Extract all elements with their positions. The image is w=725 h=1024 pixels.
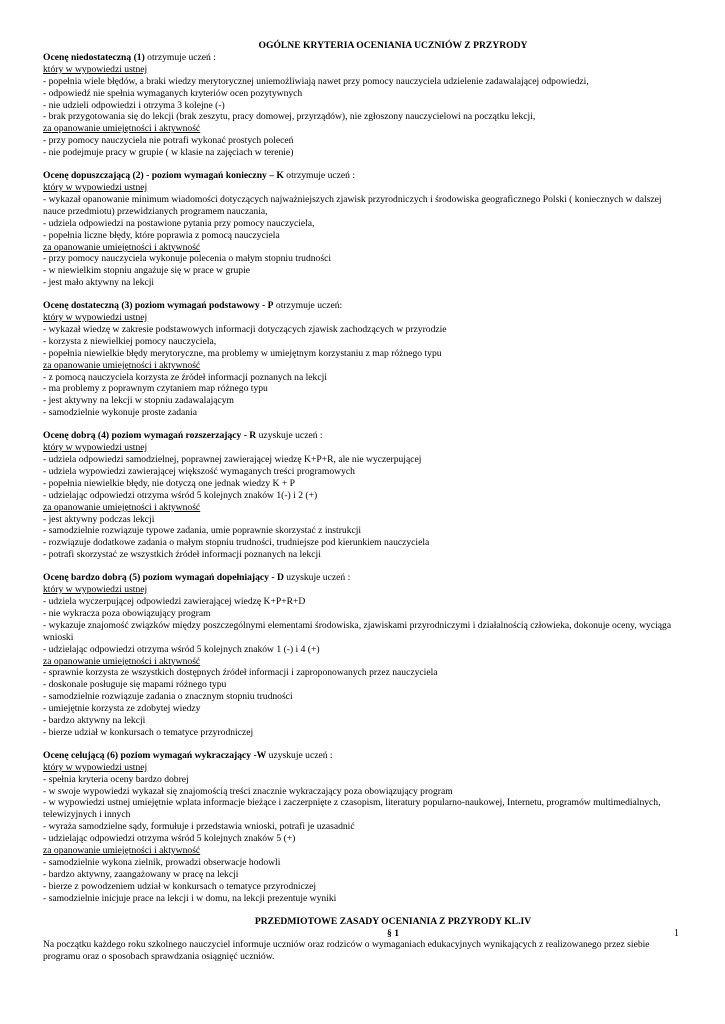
footer-title: PRZEDMIOTOWE ZASADY OCENIANIA Z PRZYRODY KL.IV xyxy=(254,915,532,927)
grade-heading-rest: otrzymuje uczeń : xyxy=(144,51,216,63)
grade-heading-rest: uzyskuje uczeń : xyxy=(283,572,351,584)
grade-section xyxy=(43,430,683,561)
grade-heading xyxy=(43,430,683,442)
grade-heading-bold: Ocenę celującą (6) poziom wymagań wykraczający -W xyxy=(43,749,267,761)
grade-section xyxy=(43,750,683,905)
criteria-list xyxy=(43,135,683,159)
criteria-item: - przy pomocy nauczyciela wykonuje polecenia o małym stopniu trudności xyxy=(43,253,331,265)
criteria-item: - udzielając odpowiedzi otrzyma wśród 5 kolejnych znaków 1(-) i 2 (+) xyxy=(43,489,318,501)
grade-heading-bold: Ocenę dobrą (4) poziom wymagań rozszerzający - R xyxy=(43,430,257,442)
criteria-item: - przy pomocy nauczyciela nie potrafi wykonać prostych poleceń xyxy=(43,135,294,147)
criteria-item: - w wypowiedzi ustnej umiejętnie wplata informacje bieżące i zaczerpnięte z czasopism, literatury popularno-naukowej, Internetu, programów multimedialnych, telewizyjnych i innych xyxy=(43,797,661,821)
criteria-item: - wykazuje znajomość związków między poszczególnymi elementami środowiska, zjawiskami przyrodniczymi i działalnością człowieka, dokonuje oceny, wyciąga wnioski xyxy=(43,619,672,643)
criteria-group-label: za opanowanie umiejętności i aktywność xyxy=(43,241,201,253)
criteria-item: - jest aktywny podczas lekcji xyxy=(43,513,155,525)
grade-section xyxy=(43,300,683,419)
criteria-item: - w swoje wypowiedzi wykazał się znajomością treści znacznie wykraczający poza obowiązujący program xyxy=(43,785,453,797)
grade-heading-rest: uzyskuje uczeń : xyxy=(266,749,333,761)
grade-heading-rest: otrzymuje uczeń : xyxy=(283,170,356,182)
criteria-item: - odpowiedź nie spełnia wymaganych kryteriów ocen pozytywnych xyxy=(43,87,303,99)
criteria-group-label: który w wypowiedzi ustnej xyxy=(43,63,148,75)
criteria-item: - bierze udział w konkursach o tematyce przyrodniczej xyxy=(43,726,254,738)
criteria-group-label: który w wypowiedzi ustnej xyxy=(43,584,148,596)
criteria-list xyxy=(43,253,683,289)
criteria-group-label: który w wypowiedzi ustnej xyxy=(43,312,148,324)
criteria-item: - popełnia liczne błędy, które poprawia z pomocą nauczyciela xyxy=(43,229,280,241)
grade-section xyxy=(43,52,683,159)
grade-section xyxy=(43,170,683,289)
criteria-item: - popełnia niewielkie błędy, nie dotyczą one jednak wiedzy K + P xyxy=(43,477,296,489)
grade-heading-bold: Ocenę dopuszczającą (2) - poziom wymagań konieczny – K xyxy=(43,170,284,182)
criteria-item: - z pomocą nauczyciela korzysta ze źródeł informacji poznanych na lekcji xyxy=(43,371,327,383)
grade-heading xyxy=(43,572,683,584)
criteria-item: - nie podejmuje pracy w grupie ( w klasie na zajęciach w terenie) xyxy=(43,147,294,159)
criteria-group-label: za opanowanie umiejętności i aktywność xyxy=(43,845,201,857)
criteria-item: - nie wykracza poza obowiązujący program xyxy=(43,607,211,619)
grade-section xyxy=(43,572,683,739)
criteria-item: - spełnia kryteria oceny bardzo dobrej xyxy=(43,773,189,785)
criteria-item: - samodzielnie wykona zielnik, prowadzi obserwacje hodowli xyxy=(43,857,281,868)
criteria-item: - wykazał wiedzę w zakresie podstawowych informacji dotyczących zjawisk zachodzących w przyrodzie xyxy=(43,323,447,335)
criteria-item: - samodzielnie rozwiązuje typowe zadania, umie poprawnie skorzystać z instrukcji xyxy=(43,525,362,537)
criteria-group-label: który w wypowiedzi ustnej xyxy=(43,761,148,773)
criteria-item: - samodzielnie wykonuje proste zadania xyxy=(43,407,197,419)
grade-heading xyxy=(43,170,683,182)
criteria-item: - udziela wyczerpującej odpowiedzi zawierającej wiedzę K+P+R+D xyxy=(43,595,306,607)
criteria-item: - bierze z powodzeniem udział w konkursach o tematyce przyrodniczej xyxy=(43,880,317,892)
criteria-item: - rozwiązuje dodatkowe zadania o małym stopniu trudności, trudniejsze pod kierunkiem nauczyciela xyxy=(43,537,430,549)
criteria-item: - popełnia wiele błędów, a braki wiedzy merytorycznej uniemożliwiają nawet przy pomocy nauczyciela udzielenie zadawalającej odpowiedzi, xyxy=(43,75,589,87)
criteria-list xyxy=(43,774,683,845)
criteria-list xyxy=(43,857,683,905)
grade-heading xyxy=(43,300,683,312)
criteria-sections xyxy=(43,52,683,905)
criteria-item: - nie udzieli odpowiedzi i otrzyma 3 kolejne (-) xyxy=(43,99,225,111)
criteria-list xyxy=(43,596,683,656)
criteria-item: - umiejętnie korzysta ze zdobytej wiedzy xyxy=(43,703,201,715)
criteria-item: - brak przygotowania się do lekcji (brak zeszytu, pracy domowej, przyrządów), nie zgłoszony nauczycielowi na początku lekcji, xyxy=(43,111,536,123)
criteria-item: - ma problemy z poprawnym czytaniem map różnego typu xyxy=(43,383,268,395)
criteria-group-label: za opanowanie umiejętności i aktywność xyxy=(43,501,201,513)
grade-heading xyxy=(43,750,683,762)
criteria-item: - jest aktywny na lekcji w stopniu zadawalającym xyxy=(43,395,235,407)
criteria-list xyxy=(43,667,683,738)
criteria-group-label: za opanowanie umiejętności i aktywność xyxy=(43,655,201,667)
document-title: OGÓLNE KRYTERIA OCENIANIA UCZNIÓW Z PRZYRODY xyxy=(258,40,528,51)
grade-heading-rest: uzyskuje uczeń : xyxy=(256,430,323,442)
criteria-item: - samodzielnie inicjuje prace na lekcji i w domu, na lekcji prezentuje wyniki xyxy=(43,892,337,904)
criteria-item: - bardzo aktywny, zaangażowany w pracę na lekcji xyxy=(43,868,239,880)
criteria-group-label: za opanowanie umiejętności i aktywność xyxy=(43,123,201,135)
grade-heading-bold: Ocenę bardzo dobrą (5) poziom wymagań dopełniający - D xyxy=(43,572,284,584)
criteria-item: - udzielając odpowiedzi otrzyma wśród 5 kolejnych znaków 1 (-) i 4 (+) xyxy=(43,643,320,655)
criteria-item: - bardzo aktywny na lekcji xyxy=(43,715,146,727)
criteria-list xyxy=(43,76,683,124)
criteria-item: - udziela wypowiedzi zawierającej większość wymaganych treści programowych xyxy=(43,465,355,477)
criteria-item: - sprawnie korzysta ze wszystkich dostępnych źródeł informacji i zaproponowanych przez nauczyciela xyxy=(43,667,438,679)
criteria-group-label: który w wypowiedzi ustnej xyxy=(43,442,148,454)
grade-heading xyxy=(43,52,683,64)
criteria-item: - doskonale posługuje się mapami różnego typu xyxy=(43,679,227,691)
criteria-list xyxy=(43,514,683,562)
criteria-list xyxy=(43,372,683,420)
criteria-item: - udzielając odpowiedzi otrzyma wśród 5 kolejnych znaków 5 (+) xyxy=(43,833,296,845)
paragraph-mark: § 1 xyxy=(387,927,399,939)
document-page xyxy=(43,40,683,963)
criteria-group-label: za opanowanie umiejętności i aktywność xyxy=(43,359,201,371)
page-number: 1 xyxy=(674,928,679,939)
criteria-list xyxy=(43,324,683,360)
grade-heading-bold: Ocenę dostateczną (3) poziom wymagań podstawowy - P xyxy=(43,300,274,312)
grade-heading-bold: Ocenę niedostateczną (1) xyxy=(43,51,145,63)
criteria-item: - jest mało aktywny na lekcji xyxy=(43,277,155,289)
criteria-item: - udziela odpowiedzi samodzielnej, poprawnej zawierającej wiedzę K+P+R, ale nie wyczerpującej xyxy=(43,454,422,465)
grade-heading-rest: otrzymuje uczeń: xyxy=(273,300,343,312)
footer-paragraph: Na początku każdego roku szkolnego nauczyciel informuje uczniów oraz rodziców o wymaganiach edukacyjnych wynikających z realizowanego przez siebie programu oraz o sposobach sprawdzania osiągnięć uczniów. xyxy=(43,939,650,963)
criteria-item: - popełnia niewielkie błędy merytoryczne, ma problemy w umiejętnym korzystaniu z map różnego typu xyxy=(43,347,442,359)
criteria-item: - udziela odpowiedzi na postawione pytania przy pomocy nauczyciela, xyxy=(43,217,315,229)
criteria-item: - samodzielnie rozwiązuje zadania o znacznym stopniu trudności xyxy=(43,691,293,703)
criteria-item: - potrafi skorzystać ze wszystkich źródeł informacji poznanych na lekcji xyxy=(43,549,321,561)
criteria-item: - wykazał opanowanie minimum wiadomości dotyczących najważniejszych zjawisk przyrodniczych i środowiska geograficznego Polski ( koniecznych w dalszej nauce przedmiotu) przewidzianych programem nauczania, xyxy=(43,193,662,217)
criteria-item: - w niewielkim stopniu angażuje się w prace w grupie xyxy=(43,265,251,277)
criteria-item: - korzysta z niewielkiej pomocy nauczyciela, xyxy=(43,335,217,347)
criteria-item: - wyraża samodzielne sądy, formułuje i przedstawia wnioski, potrafi je uzasadnić xyxy=(43,821,355,833)
criteria-list xyxy=(43,194,683,242)
criteria-group-label: który w wypowiedzi ustnej xyxy=(43,181,148,193)
criteria-list xyxy=(43,454,683,502)
